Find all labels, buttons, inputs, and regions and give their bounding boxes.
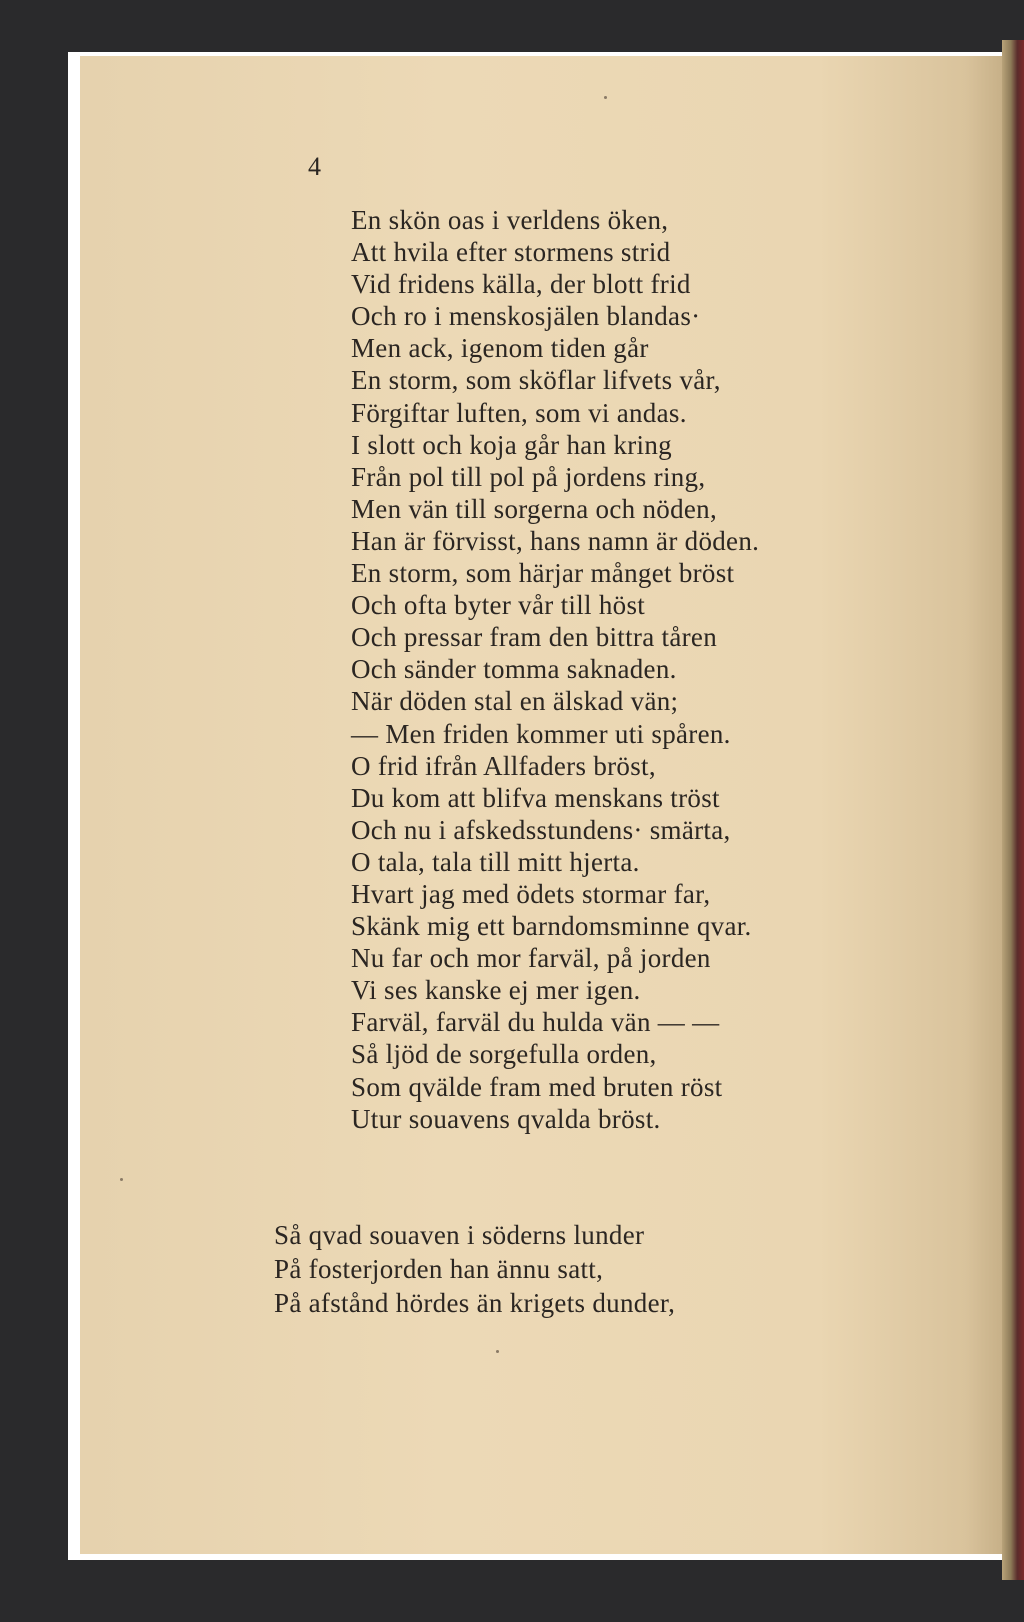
poem-line: Att hvila efter stormens strid: [351, 237, 671, 268]
poem-line: Och pressar fram den bittra tåren: [351, 622, 717, 653]
poem-line: Vid fridens källa, der blott frid: [351, 269, 691, 300]
paper-speck: [120, 1178, 123, 1181]
poem-line: Som qvälde fram med bruten röst: [351, 1071, 723, 1102]
poem-line: — Men friden kommer uti spåren.: [351, 718, 731, 749]
book-spine-edge: [1002, 40, 1024, 1580]
poem-line: Och nu i afskedsstundens· smärta,: [351, 814, 731, 845]
poem-line: Nu far och mor farväl, på jorden: [351, 943, 711, 974]
poem-line: Från pol till pol på jordens ring,: [351, 461, 706, 492]
poem-line: Farväl, farväl du hulda vän — —: [351, 1007, 720, 1038]
paper-speck: [496, 1350, 499, 1353]
stanza-line: På afstånd hördes än krigets dunder,: [274, 1288, 676, 1318]
poem-line: Men ack, igenom tiden går: [351, 333, 649, 364]
poem-line: Vi ses kanske ej mer igen.: [351, 975, 641, 1006]
poem-line: Förgiftar luften, som vi andas.: [351, 397, 687, 428]
poem-line: När döden stal en älskad vän;: [351, 686, 679, 717]
poem-line: I slott och koja går han kring: [351, 429, 672, 460]
poem-line: Och ro i menskosjälen blandas·: [351, 301, 701, 332]
poem-line: Och ofta byter vår till höst: [351, 590, 646, 621]
poem-line: O frid ifrån Allfaders bröst,: [351, 750, 656, 781]
paper-speck: [604, 96, 607, 99]
poem-line: Och sänder tomma saknaden.: [351, 654, 677, 685]
poem-line: O tala, tala till mitt hjerta.: [351, 846, 640, 877]
stanza-line: På fosterjorden han ännu satt,: [274, 1254, 604, 1284]
poem-line: Men vän till sorgerna och nöden,: [351, 493, 718, 524]
poem-line: Skänk mig ett barndomsminne qvar.: [351, 911, 752, 942]
poem-line: Hvart jag med ödets stormar far,: [351, 878, 711, 909]
poem-line: Du kom att blifva menskans tröst: [351, 782, 720, 813]
poem-line: Utur souavens qvalda bröst.: [351, 1103, 661, 1134]
poem-line: En storm, som härjar månget bröst: [351, 558, 735, 589]
poem-line: Han är förvisst, hans namn är döden.: [351, 525, 760, 556]
stanza-line: Så qvad souaven i söderns lunder: [274, 1220, 645, 1250]
poem-body: [351, 204, 759, 1135]
poem-line: En storm, som sköflar lifvets vår,: [351, 365, 721, 396]
poem-line: En skön oas i verldens öken,: [351, 205, 669, 235]
page-number: 4: [308, 152, 321, 181]
closing-stanza: [274, 1218, 675, 1320]
poem-line: Så ljöd de sorgefulla orden,: [351, 1039, 657, 1070]
